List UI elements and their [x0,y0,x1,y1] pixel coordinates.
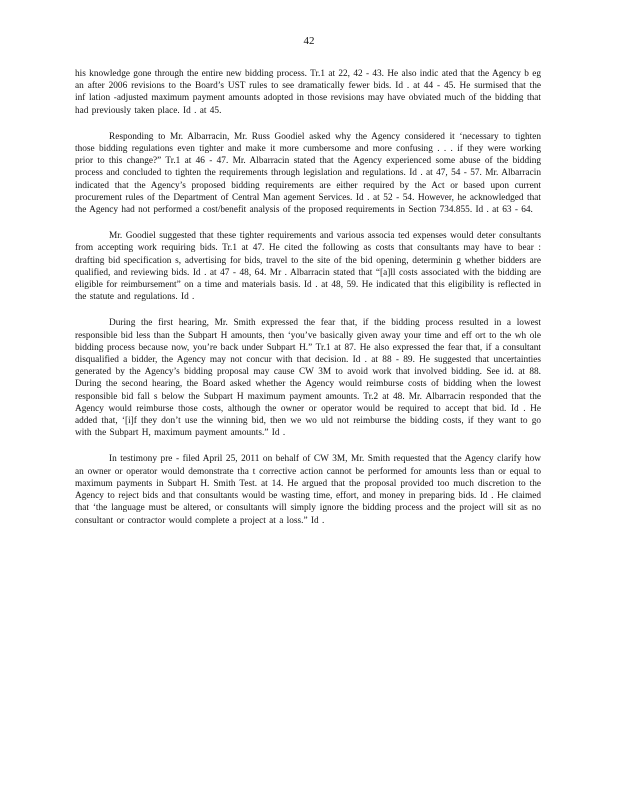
paragraph-4: During the first hearing, Mr. Smith expressed the fear that, if the bidding process resulted in a lowest responsible bid less than the Subpart H amounts, then ‘you’ve basically given away your time and eff ort to the wh ole bidding process because now, you’re back under Subpart H.” Tr.1 at 87. He also expressed the fear that, if a consultant disqualified a bidder, the Agency may not concur with that decision. Id . at 88 - 89. He suggested that uncertainties generated by the Agency’s bidding proposal may cause CW 3M to avoid work that involved bidding. See id. at 88. During the second hearing, the Board asked whether the Agency would reimburse costs of bidding when the lowest responsible bid fall s below the Subpart H maximum payment amounts. Tr.2 at 48. Mr. Albarracin responded that the Agency would reimburse those costs, although the owner or operator would be required to accept that bid. Id . He added that, ‘[i]f they don’t use the winning bid, then we wo uld not reimburse the bidding costs, if they want to go with the Subpart H, maximum payment amounts.” Id . [75,318,541,439]
paragraph-3: Mr. Goodiel suggested that these tighter requirements and various associa ted expenses would deter consultants from accepting work requiring bids. Tr.1 at 47. He cited the following as costs that consultants may have to bear : drafting bid specification s, advertising for bids, travel to the site of the bid opening, determinin g whether bidders are qualified, and reviewing bids. Id . at 47 - 48, 64. Mr . Albarracin stated that “[a]ll costs associated with the bidding are eligible for reimbursement” on a time and materials basis. Id . at 48, 59. He indicated that this eligibility is reflected in the statute and regulations. Id . [75,231,541,303]
body-text [75,68,541,541]
paragraph-5: In testimony pre - filed April 25, 2011 on behalf of CW 3M, Mr. Smith requested that the Agency clarify how an owner or operator would demonstrate tha t corrective action cannot be performed for amounts less than or equal to maximum payments in Subpart H. Smith Test. at 14. He argued that the proposal provided too much discretion to the Agency to reject bids and that consultants would be wasting time, effort, and money in preparing bids. Id . He claimed that ‘the language must be altered, or consultants will simply ignore the bidding process and the project will sit as no consultant or contractor would complete a project at a loss.” Id . [75,454,541,526]
paragraph-2: Responding to Mr. Albarracin, Mr. Russ Goodiel asked why the Agency considered it ‘necessary to tighten those bidding regulations even tighter and make it more cumbersome and more confusing . . . if they were working prior to this change?” Tr.1 at 46 - 47. Mr. Albarracin stated that the Agency experienced some abuse of the bidding process and concluded to tighten the requirements through legislation and regulations. Id . at 47, 54 - 57. Mr. Albarracin indicated that the Agency’s proposed bidding requirements are either required by the Act or based upon current procurement rules of the Department of Central Man agement Services. Id . at 52 - 54. However, he acknowledged that the Agency had not performed a cost/benefit analysis of the proposed requirements in Section 734.855. Id . at 63 - 64. [75,131,541,216]
page-number: 42 [303,35,315,47]
paragraph-1: his knowledge gone through the entire new bidding process. Tr.1 at 22, 42 - 43. He also indic ated that the Agency b eg an after 2006 revisions to the Board’s UST rules to see dramatically fewer bids. Id . at 44 - 45. He surmised that the inf lation -adjusted maximum payment amounts adopted in those revisions may have obviated much of the bidding that had previously taken place. Id . at 45. [75,69,541,116]
